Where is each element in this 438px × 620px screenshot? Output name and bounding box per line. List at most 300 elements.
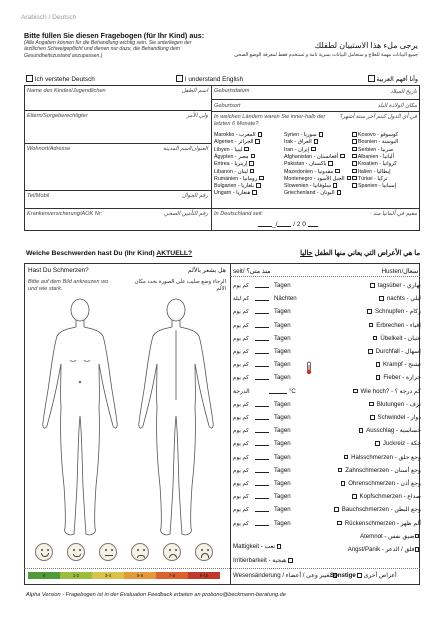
- checkbox[interactable]: [249, 161, 254, 166]
- in-germany-since-label: In Deutschland seit:: [214, 211, 264, 217]
- country-option[interactable]: [284, 132, 344, 139]
- duration-input[interactable]: [255, 415, 269, 420]
- checkbox[interactable]: [367, 309, 372, 314]
- duration-field[interactable]: [233, 348, 299, 355]
- checkbox[interactable]: [353, 389, 358, 394]
- symptom-name-ar: ضيق نفس: [388, 532, 415, 540]
- how-many-label: كم يوم: [233, 349, 249, 355]
- country-option[interactable]: [350, 176, 416, 183]
- checkbox[interactable]: [379, 296, 384, 301]
- symptom-name: Atemnot: [360, 532, 383, 540]
- country-name-ar: المغرب: [239, 132, 256, 138]
- country-option[interactable]: [214, 132, 274, 139]
- eye: [73, 549, 75, 551]
- duration-field[interactable]: [233, 440, 299, 447]
- form-line: [211, 111, 420, 112]
- checkbox[interactable]: [338, 468, 343, 473]
- checkbox[interactable]: [352, 169, 357, 174]
- checkbox[interactable]: [369, 323, 374, 328]
- checkbox[interactable]: [26, 75, 33, 82]
- address-label-ar: العنوان/اسم المدينة: [163, 146, 208, 152]
- how-many-label: كم يوم: [233, 283, 249, 289]
- country-name: Marokko: [214, 132, 235, 138]
- country-name: Türkei: [357, 175, 373, 182]
- country-name: Algerien: [214, 139, 234, 146]
- mouth: [73, 554, 81, 557]
- duration-input[interactable]: [255, 375, 269, 380]
- year-input[interactable]: [308, 222, 318, 227]
- checkbox[interactable]: [352, 183, 357, 188]
- checkbox[interactable]: [370, 415, 375, 420]
- country-option[interactable]: [350, 169, 416, 176]
- symptom-name: Rückenschmerzen: [344, 519, 396, 527]
- checkbox[interactable]: [277, 544, 282, 549]
- checkbox[interactable]: [368, 75, 375, 82]
- separator: -: [382, 532, 389, 540]
- countries-question-ar: في أي الدول كنتم آخر ستة أشهر؟: [339, 114, 417, 120]
- insurance-label-ar: رقم التأمين الصحي: [163, 211, 208, 217]
- checkbox[interactable]: [368, 349, 373, 354]
- form-line: [211, 208, 420, 209]
- irritability-item[interactable]: Irritierbarkeit - هيجية: [233, 557, 293, 564]
- separator: -: [372, 168, 377, 175]
- duration-unit: Tagen: [274, 374, 291, 382]
- checkbox[interactable]: [259, 176, 264, 181]
- eye: [105, 549, 107, 551]
- mouth: [105, 555, 113, 556]
- checkbox[interactable]: [311, 147, 316, 152]
- language-label: Arabisch / Deutsch: [21, 14, 77, 21]
- separator: -: [293, 146, 298, 153]
- country-name-ar: سوريا: [303, 132, 317, 138]
- country-option[interactable]: [214, 190, 274, 197]
- checkbox[interactable]: [415, 547, 420, 552]
- understand-english-option[interactable]: I understand English: [176, 75, 243, 83]
- checkbox[interactable]: [352, 494, 357, 499]
- country-name-ar: الجزائر: [238, 139, 254, 146]
- duration-input[interactable]: [255, 494, 269, 499]
- duration-input[interactable]: [255, 283, 269, 288]
- symptom-name-ar: غثيان: [407, 334, 421, 342]
- guardian-label-ar: ولي الأمر: [186, 113, 208, 119]
- insurance-field[interactable]: [27, 218, 207, 229]
- separator: -: [312, 175, 317, 182]
- country-option[interactable]: [350, 161, 416, 168]
- separator: -: [404, 295, 411, 303]
- pain-face-icon: [99, 543, 117, 561]
- form-note-ar: جميع البيانات مهمة للعلاج و ستعامل البيانات بسرية تامة و تستخدم فقط لمعرفة الوضع الصحي: [234, 53, 418, 58]
- eye: [143, 549, 145, 551]
- duration-input[interactable]: [255, 521, 269, 526]
- duration-field[interactable]: [233, 322, 299, 329]
- duration-input[interactable]: [255, 323, 269, 328]
- duration-input[interactable]: [255, 362, 269, 367]
- separator: -: [401, 493, 408, 501]
- country-name-ar: إيران: [297, 146, 310, 153]
- separator: -: [232, 168, 238, 175]
- duration-unit: Nächten: [274, 295, 297, 303]
- country-name-ar: صربيا: [380, 146, 394, 153]
- duration-unit: Tagen: [274, 308, 291, 316]
- phone-field[interactable]: [27, 199, 207, 207]
- checkbox[interactable]: [352, 154, 357, 159]
- fatigue-item[interactable]: Mattigkeit - تعب: [233, 543, 281, 550]
- separator: -: [234, 132, 240, 138]
- bottom-line: [24, 568, 420, 569]
- checkbox[interactable]: [319, 132, 324, 137]
- duration-field[interactable]: [233, 454, 299, 461]
- country-name-ar: إيطاليا: [376, 168, 391, 175]
- guardian-label: Eltern/Sorgeberechtigter: [27, 113, 88, 119]
- how-many-label: كم يوم: [233, 494, 249, 501]
- separator: -: [400, 374, 407, 382]
- checkbox[interactable]: [250, 169, 255, 174]
- duration-field[interactable]: [233, 388, 299, 395]
- checkbox[interactable]: [335, 169, 340, 174]
- checkbox[interactable]: [341, 481, 346, 486]
- day-input[interactable]: [258, 222, 272, 227]
- symptom-name-ar: قلق / الذعر: [385, 546, 415, 553]
- separator: -: [388, 506, 395, 514]
- understand-arabic-option[interactable]: وأنا أفهم العربية: [330, 75, 418, 83]
- country-option[interactable]: [284, 169, 344, 176]
- separator: -: [404, 308, 410, 316]
- duration-unit: Tagen: [274, 506, 291, 514]
- duration-input[interactable]: [255, 455, 269, 460]
- checkbox[interactable]: [359, 428, 364, 433]
- country-name: Rumänien: [214, 175, 239, 182]
- insurance-label: Krankenversicherung/AOK Nr:: [27, 211, 103, 217]
- pain-face-icon: [35, 543, 53, 561]
- duration-field[interactable]: [233, 467, 299, 474]
- duration-field[interactable]: [233, 506, 299, 513]
- country-name: Italien: [357, 168, 373, 175]
- checkbox[interactable]: [251, 154, 256, 159]
- how-many-label: كم يوم: [233, 454, 249, 461]
- eye: [207, 549, 209, 551]
- checkbox[interactable]: [255, 139, 260, 144]
- duration-field[interactable]: [233, 520, 299, 527]
- birthdate-label: Geburtsdatum: [214, 88, 250, 94]
- duration-field[interactable]: [233, 361, 299, 368]
- separator: -: [393, 453, 399, 461]
- birthplace-label-ar: مكان الولادة البلد: [377, 103, 417, 109]
- form-line: [211, 99, 420, 100]
- duration-unit: Tagen: [274, 466, 291, 474]
- duration-field[interactable]: [233, 335, 299, 342]
- duration-input[interactable]: [255, 296, 269, 301]
- country-option[interactable]: [214, 154, 274, 161]
- country-name-ar: البوسنة: [381, 139, 399, 146]
- country-option[interactable]: [350, 183, 416, 190]
- country-name-ar: إريتريا: [234, 161, 248, 168]
- country-option[interactable]: [350, 132, 416, 139]
- country-name-ar: ليبيا: [234, 146, 243, 153]
- body-front-figure[interactable]: [43, 299, 117, 535]
- symptom-name: Juckreiz: [382, 440, 406, 448]
- duration-input[interactable]: [255, 309, 269, 314]
- country-option[interactable]: [284, 190, 344, 197]
- country-name: Mazedonien: [284, 168, 313, 175]
- symptom-name: Schwindel: [377, 414, 406, 421]
- separator: -: [304, 161, 310, 168]
- country-name-ar: لبنان: [237, 168, 248, 175]
- birthdate-label-ar: تاريخ الميلاد: [390, 89, 417, 95]
- symptom-name-ar: وجع حلق: [398, 453, 421, 461]
- form-line: [24, 143, 211, 144]
- checkbox[interactable]: [328, 161, 333, 166]
- country-option[interactable]: [284, 183, 344, 190]
- country-option[interactable]: [214, 183, 274, 190]
- how-many-label: كم يوم: [233, 335, 249, 342]
- country-name: Irak: [284, 139, 293, 146]
- country-name-ar: باكستان: [309, 161, 327, 168]
- checkbox[interactable]: [375, 441, 380, 446]
- checkbox[interactable]: [352, 176, 357, 181]
- complaints-heading: Welche Beschwerden hast Du (Ihr Kind) AKTUELL?: [26, 250, 193, 257]
- duration-input[interactable]: [255, 468, 269, 473]
- symptom-name: Erbrechen: [376, 321, 405, 329]
- temperature-label-ar: الدرجة: [233, 387, 250, 395]
- country-name: Ungarn: [214, 190, 232, 197]
- country-option[interactable]: [214, 139, 274, 146]
- checkbox[interactable]: [376, 362, 381, 367]
- pain-instruction: Bitte auf dem Bild ankreuzen wo und wie stark.: [28, 279, 109, 293]
- separator: -: [376, 146, 381, 153]
- checkbox[interactable]: [256, 183, 261, 188]
- duration-unit: Tagen: [274, 361, 291, 369]
- separator: -: [389, 387, 395, 395]
- form-title-de: Bitte füllen Sie diesen Fragebogen (für Ihr Kind) aus:: [24, 31, 205, 40]
- country-name: Afghanistan: [284, 153, 312, 160]
- checkbox[interactable]: [344, 455, 349, 460]
- how-many-label: كم يوم: [233, 441, 249, 448]
- country-name: Griechenland: [284, 190, 316, 197]
- table-divider: [230, 263, 231, 585]
- country-name-ar: إسبانيا: [382, 183, 396, 190]
- symptom-item[interactable]: [318, 546, 422, 553]
- symptom-name-ar: دوار: [410, 414, 421, 421]
- country-name-ar: كرواتيا: [382, 161, 397, 168]
- country-option[interactable]: [350, 139, 416, 146]
- duration-field[interactable]: [233, 427, 299, 434]
- personality-change-item[interactable]: Wesensänderung / تغيير وعي / أعضاء: [233, 572, 337, 579]
- temperature-input[interactable]: [269, 389, 287, 394]
- in-germany-since-label-ar: مقيم في ألمانيا منذ :: [369, 211, 417, 217]
- duration-unit: Tagen: [274, 440, 291, 448]
- country-option[interactable]: [214, 176, 274, 183]
- symptom-name: Durchfall: [375, 348, 400, 355]
- eye: [201, 549, 203, 551]
- form-title-ar: يرجى ملء هذا الاستبيان لطفلك: [314, 41, 418, 50]
- pain-face-icon: [163, 543, 181, 561]
- pain-scale-segment[interactable]: 7-8: [156, 572, 188, 579]
- pain-instruction-ar: الرجاء وضع صليب على الصورة بحدد مكان الألم: [134, 279, 226, 292]
- pain-scale-segment[interactable]: 9-10: [188, 572, 220, 579]
- country-option[interactable]: [284, 176, 344, 183]
- checkbox[interactable]: [340, 154, 345, 159]
- month-input[interactable]: [277, 222, 291, 227]
- understand-german-option[interactable]: Ich verstehe Deutsch: [26, 75, 95, 83]
- other-item[interactable]: Sonstige أعراض أخرى: [330, 572, 397, 579]
- duration-input[interactable]: [255, 481, 269, 486]
- pain-face-icon: [131, 543, 149, 561]
- pain-scale-segment[interactable]: 3-4: [92, 572, 124, 579]
- guardian-field[interactable]: [27, 121, 207, 141]
- phone-label: Tel/Mobil: [27, 193, 50, 199]
- cough-heading: سعال/Husten: [381, 268, 418, 275]
- duration-field[interactable]: [233, 480, 299, 487]
- pain-scale-segment[interactable]: 5-6: [124, 572, 156, 579]
- duration-field[interactable]: [233, 493, 299, 500]
- in-germany-since-field[interactable]: _/ / 2 0: [258, 221, 318, 228]
- separator: -: [229, 161, 235, 168]
- checkbox[interactable]: [415, 534, 420, 539]
- separator: -: [377, 183, 383, 190]
- how-many-label: كم يوم: [233, 467, 249, 474]
- country-name-ar: بلغاريا: [241, 183, 255, 190]
- separator: -: [238, 175, 243, 182]
- symptom-name-ar: كم درجة ؟: [394, 387, 421, 395]
- checkbox[interactable]: [333, 183, 338, 188]
- how-many-label: كم يوم: [233, 375, 249, 382]
- separator: -: [311, 153, 317, 160]
- duration-input[interactable]: [255, 336, 269, 341]
- footer-note: Alpha Version - Fragebogen ist in der Evaluation Feedback erbeten an probono@beckmann-beratung.de: [26, 592, 286, 598]
- separator: -: [231, 190, 237, 197]
- country-option[interactable]: [284, 161, 344, 168]
- duration-unit: Tagen: [274, 400, 291, 408]
- checkbox[interactable]: [373, 336, 378, 341]
- country-option[interactable]: [214, 161, 274, 168]
- checkbox[interactable]: [244, 147, 249, 152]
- country-option[interactable]: [350, 154, 416, 161]
- duration-field[interactable]: [233, 374, 299, 381]
- checkbox[interactable]: [334, 507, 339, 512]
- separator: -: [402, 361, 409, 369]
- country-name: Albanien: [357, 153, 379, 160]
- country-name-ar: الجبل الأسود: [317, 175, 345, 182]
- country-name-ar: سلوفانيا: [313, 183, 331, 190]
- country-option[interactable]: [284, 139, 344, 146]
- duration-unit: Tagen: [274, 480, 291, 487]
- country-name-ar: تركيا: [377, 175, 388, 182]
- checkbox[interactable]: [369, 402, 374, 407]
- how-many-label: كم يوم: [233, 507, 249, 514]
- separator: -: [308, 183, 314, 190]
- checkbox[interactable]: [288, 558, 293, 563]
- symptom-name-ar: تشنج: [408, 361, 421, 369]
- pain-scale-segment[interactable]: 0: [28, 572, 60, 579]
- checkbox[interactable]: [352, 161, 357, 166]
- country-name-ar: مصر: [238, 153, 249, 160]
- child-name-field[interactable]: [27, 96, 207, 108]
- symptom-name-ar: إسهال: [405, 348, 421, 355]
- checkbox[interactable]: [314, 139, 319, 144]
- symptom-item[interactable]: [318, 533, 422, 540]
- duration-field[interactable]: [233, 414, 299, 421]
- body-diagram[interactable]: [30, 290, 226, 542]
- separator: -: [395, 519, 401, 527]
- country-option[interactable]: [284, 154, 344, 161]
- country-name: Serbien: [357, 146, 377, 153]
- mouth: [201, 553, 209, 558]
- separator: -: [229, 146, 235, 153]
- duration-field[interactable]: [233, 295, 299, 302]
- duration-field[interactable]: [233, 282, 299, 289]
- country-option[interactable]: [284, 147, 344, 154]
- since-column-heading: seit/ منذ متى؟: [233, 268, 271, 275]
- checkbox[interactable]: [352, 139, 357, 144]
- duration-unit: Tagen: [274, 334, 291, 342]
- checkbox[interactable]: [258, 132, 263, 137]
- duration-input[interactable]: [255, 507, 269, 512]
- duration-field[interactable]: [233, 308, 299, 315]
- duration-input[interactable]: [255, 428, 269, 433]
- address-label: Wohnort/Adresse: [27, 146, 71, 152]
- form-line: [24, 190, 211, 191]
- symptom-name: Wie hoch?: [360, 387, 390, 395]
- symptom-name-ar: وجع البطن: [394, 506, 421, 514]
- pain-question: Hast Du Schmerzen?: [28, 267, 89, 274]
- phone-label-ar: رقم الجوال: [181, 193, 208, 199]
- eye: [169, 549, 171, 551]
- separator: -: [380, 546, 386, 553]
- separator: -: [405, 440, 411, 448]
- symptom-name-ar: صداع: [407, 493, 421, 501]
- checkbox[interactable]: [352, 132, 357, 137]
- checkbox[interactable]: [337, 190, 342, 195]
- country-option[interactable]: [214, 147, 274, 154]
- body-back-figure[interactable]: [139, 299, 213, 535]
- duration-input[interactable]: [255, 402, 269, 407]
- country-name-ar: مقدونيا: [317, 168, 334, 175]
- separator: -: [236, 183, 242, 190]
- duration-input[interactable]: [255, 441, 269, 446]
- checkbox[interactable]: [176, 75, 183, 82]
- separator: -: [315, 190, 321, 197]
- mouth: [41, 553, 49, 557]
- checkbox[interactable]: [357, 573, 362, 578]
- pain-scale-segment[interactable]: 1-2: [60, 572, 92, 579]
- country-name-ar: أفغانستان: [316, 153, 339, 160]
- duration-input[interactable]: [255, 349, 269, 354]
- country-name-ar: رومانيا: [242, 175, 258, 182]
- how-many-label: كم يوم: [233, 481, 249, 487]
- checkbox[interactable]: [370, 283, 375, 288]
- country-name: Montenegro: [284, 175, 313, 182]
- checkbox[interactable]: [352, 147, 357, 152]
- symptom-name: Fieber: [383, 374, 401, 382]
- how-many-label: كم ليلة: [233, 296, 250, 303]
- country-option[interactable]: [350, 147, 416, 154]
- form-line: [24, 208, 211, 209]
- address-field[interactable]: [27, 154, 207, 188]
- checkbox[interactable]: [337, 521, 342, 526]
- separator: -: [402, 334, 408, 342]
- country-option[interactable]: [214, 169, 274, 176]
- duration-unit: Tagen: [274, 519, 291, 527]
- complaints-heading-ar: ما هي الأعراض التي يعاني منها الطفل حاليا: [300, 250, 420, 257]
- checkbox[interactable]: [376, 375, 381, 380]
- checkbox[interactable]: [252, 190, 257, 195]
- duration-field[interactable]: [233, 401, 299, 408]
- eye: [41, 549, 43, 551]
- duration-unit: Tagen: [274, 282, 291, 289]
- country-name: Pakistan: [284, 161, 305, 168]
- separator: -: [394, 427, 400, 435]
- symptom-name: Ausschlag: [366, 427, 395, 435]
